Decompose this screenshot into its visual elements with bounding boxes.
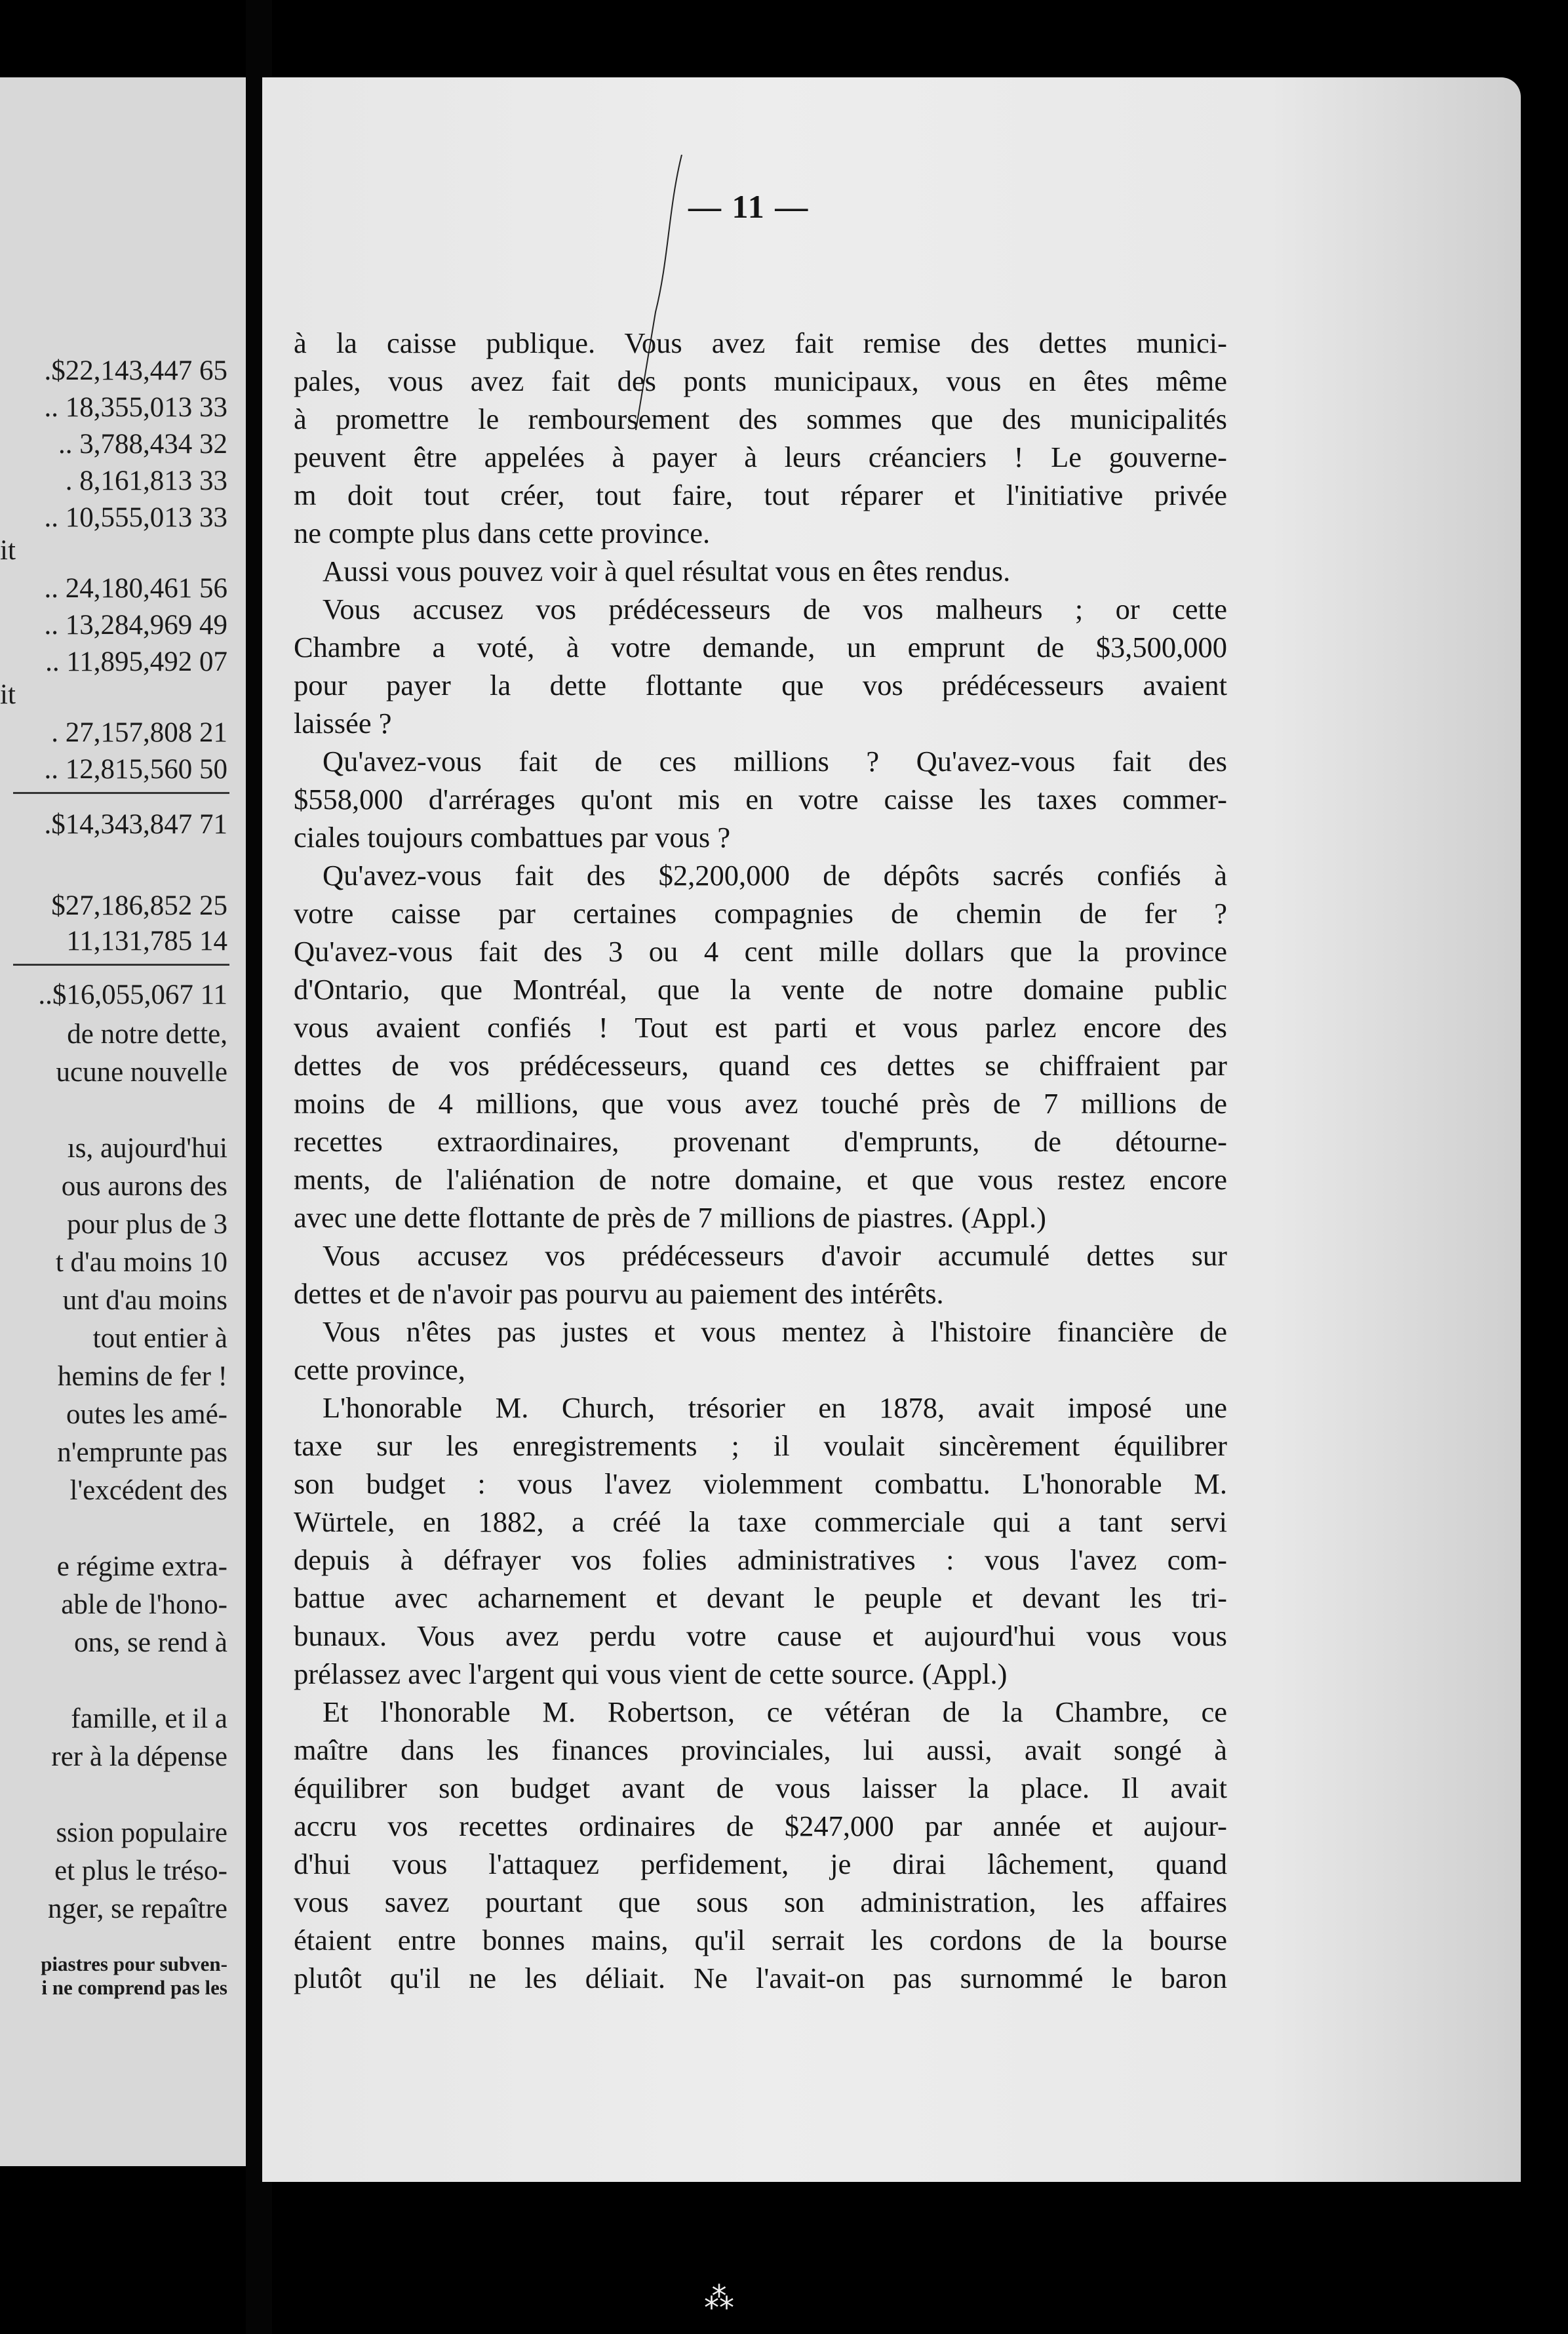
text-line: Vous n'êtes pas justes et vous mentez à l'histoire financière de xyxy=(323,1315,1227,1348)
text-line: avec une dette flottante de près de 7 millions de piastres. (Appl.) xyxy=(294,1201,1046,1234)
text-line: recettes extraordinaires, provenant d'emprunts, de détourne- xyxy=(294,1125,1227,1158)
text-line: peuvent être appelées à payer à leurs créanciers ! Le gouverne- xyxy=(294,441,1227,473)
left-line: ıs, aujourd'hui xyxy=(67,1133,227,1164)
left-line: de notre dette, xyxy=(67,1019,227,1050)
text-line: à la caisse publique. Vous avez fait remise des dettes munici- xyxy=(294,326,1227,359)
text-line: vous savez pourtant que sous son administration, les affaires xyxy=(294,1886,1227,1918)
left-line: pour plus de 3 xyxy=(67,1209,227,1240)
text-line: Vous accusez vos prédécesseurs d'avoir accumulé dettes sur xyxy=(323,1239,1227,1272)
left-line: famille, et il a xyxy=(71,1703,227,1734)
left-line: nger, se repaître xyxy=(47,1893,227,1924)
text-line: plutôt qu'il ne les déliait. Ne l'avait-on pas surnommé le baron xyxy=(294,1962,1227,1994)
text-line: moins de 4 millions, que vous avez touché près de 7 millions de xyxy=(294,1087,1227,1120)
left-line: . 8,161,813 33 xyxy=(65,465,227,496)
left-footnote-line: piastres pour subven- xyxy=(41,1952,227,1975)
left-footnote-line: i ne comprend pas les xyxy=(41,1976,227,1999)
text-line: pales, vous avez fait des ponts municipaux, vous en êtes même xyxy=(294,365,1227,397)
text-line: m doit tout créer, tout faire, tout réparer et l'initiative privée xyxy=(294,479,1227,511)
text-line: Chambre a voté, à votre demande, un emprunt de $3,500,000 xyxy=(294,631,1227,663)
text-line: ne compte plus dans cette province. xyxy=(294,517,711,549)
text-line: dettes de vos prédécesseurs, quand ces dettes se chiffraient par xyxy=(294,1049,1227,1082)
text-line: accru vos recettes ordinaires de $247,000 par année et aujour- xyxy=(294,1810,1227,1842)
left-line: .. 3,788,434 32 xyxy=(58,429,227,460)
left-line: .. 18,355,013 33 xyxy=(44,392,227,423)
text-line: Würtele, en 1882, a créé la taxe commerciale qui a tant servi xyxy=(294,1505,1227,1538)
text-line: L'honorable M. Church, trésorier en 1878, avait imposé une xyxy=(323,1391,1227,1424)
left-page-fragment xyxy=(0,77,246,2166)
text-line: pour payer la dette flottante que vos prédécesseurs avaient xyxy=(294,669,1227,702)
left-line: .. 13,284,969 49 xyxy=(44,610,227,641)
text-line: Qu'avez-vous fait des 3 ou 4 cent mille dollars que la province xyxy=(294,935,1227,968)
text-line: maître dans les finances provinciales, lui aussi, avait songé à xyxy=(294,1733,1227,1766)
left-rule xyxy=(13,792,229,794)
left-line: .. 11,895,492 07 xyxy=(45,646,227,677)
left-line: ous aurons des xyxy=(61,1171,227,1202)
left-line: 11,131,785 14 xyxy=(66,926,227,957)
left-line: e régime extra- xyxy=(56,1551,227,1582)
text-line: dettes et de n'avoir pas pourvu au paiement des intérêts. xyxy=(294,1277,944,1310)
text-line: Aussi vous pouvez voir à quel résultat vous en êtes rendus. xyxy=(323,555,1011,587)
left-line: t d'au moins 10 xyxy=(55,1247,227,1278)
bottom-ornament-mark: ⁂ xyxy=(704,2280,734,2316)
left-line: l'excédent des xyxy=(69,1475,227,1506)
left-line: . 27,157,808 21 xyxy=(51,717,227,748)
text-line: prélassez avec l'argent qui vous vient de cette source. (Appl.) xyxy=(294,1657,1008,1690)
text-line: taxe sur les enregistrements ; il voulait sincèrement équilibrer xyxy=(294,1429,1227,1462)
text-line: $558,000 d'arrérages qu'ont mis en votre caisse les taxes commer- xyxy=(294,783,1227,816)
left-line: tout entier à xyxy=(92,1323,227,1354)
left-line: $27,186,852 25 xyxy=(51,890,227,921)
text-line: Et l'honorable M. Robertson, ce vétéran de la Chambre, ce xyxy=(323,1695,1227,1728)
left-line: it xyxy=(0,535,16,566)
left-line: .. 12,815,560 50 xyxy=(44,754,227,785)
left-line: outes les amé- xyxy=(66,1399,227,1430)
page-number: — 11 — xyxy=(688,188,810,225)
text-line: ments, de l'aliénation de notre domaine, et que vous restez encore xyxy=(294,1163,1227,1196)
left-line: ucune nouvelle xyxy=(56,1057,227,1088)
text-line: bunaux. Vous avez perdu votre cause et aujourd'hui vous vous xyxy=(294,1619,1227,1652)
left-rule xyxy=(13,964,229,966)
text-line: équilibrer son budget avant de vous laisser la place. Il avait xyxy=(294,1771,1227,1804)
text-line: Qu'avez-vous fait des $2,200,000 de dépôts sacrés confiés à xyxy=(323,859,1227,892)
left-line: .. 24,180,461 56 xyxy=(44,573,227,604)
left-line: .$14,343,847 71 xyxy=(44,809,227,840)
left-line: ons, se rend à xyxy=(73,1627,227,1658)
text-line: laissée ? xyxy=(294,707,392,740)
left-line: it xyxy=(0,679,16,710)
text-line: cette province, xyxy=(294,1353,465,1386)
text-line: étaient entre bonnes mains, qu'il serrait les cordons de la bourse xyxy=(294,1924,1227,1956)
left-line: unt d'au moins xyxy=(62,1285,227,1316)
body-text xyxy=(294,324,1227,1997)
left-line: et plus le tréso- xyxy=(54,1855,227,1886)
text-line: votre caisse par certaines compagnies de chemin de fer ? xyxy=(294,897,1227,930)
left-line: hemins de fer ! xyxy=(57,1361,227,1392)
text-line: d'hui vous l'attaquez perfidement, je dirai lâchement, quand xyxy=(294,1848,1227,1880)
text-line: son budget : vous l'avez violemment combattu. L'honorable M. xyxy=(294,1467,1227,1500)
text-line: Vous accusez vos prédécesseurs de vos malheurs ; or cette xyxy=(323,593,1227,625)
left-line: .$22,143,447 65 xyxy=(44,355,227,386)
left-line: .. 10,555,013 33 xyxy=(44,502,227,533)
text-line: ciales toujours combattues par vous ? xyxy=(294,821,731,854)
text-line: battue avec acharnement et devant le peuple et devant les tri- xyxy=(294,1581,1227,1614)
text-line: depuis à défrayer vos folies administratives : vous l'avez com- xyxy=(294,1543,1227,1576)
text-line: d'Ontario, que Montréal, que la vente de notre domaine public xyxy=(294,973,1227,1006)
left-line: rer à la dépense xyxy=(51,1741,227,1772)
text-line: à promettre le remboursement des sommes que des municipalités xyxy=(294,403,1227,435)
left-line: n'emprunte pas xyxy=(57,1437,227,1468)
text-line: Qu'avez-vous fait de ces millions ? Qu'avez-vous fait des xyxy=(323,745,1227,778)
left-line: ..$16,055,067 11 xyxy=(38,979,227,1010)
left-line: able de l'hono- xyxy=(61,1589,227,1620)
left-line: ssion populaire xyxy=(56,1817,227,1848)
text-line: vous avaient confiés ! Tout est parti et vous parlez encore des xyxy=(294,1011,1227,1044)
